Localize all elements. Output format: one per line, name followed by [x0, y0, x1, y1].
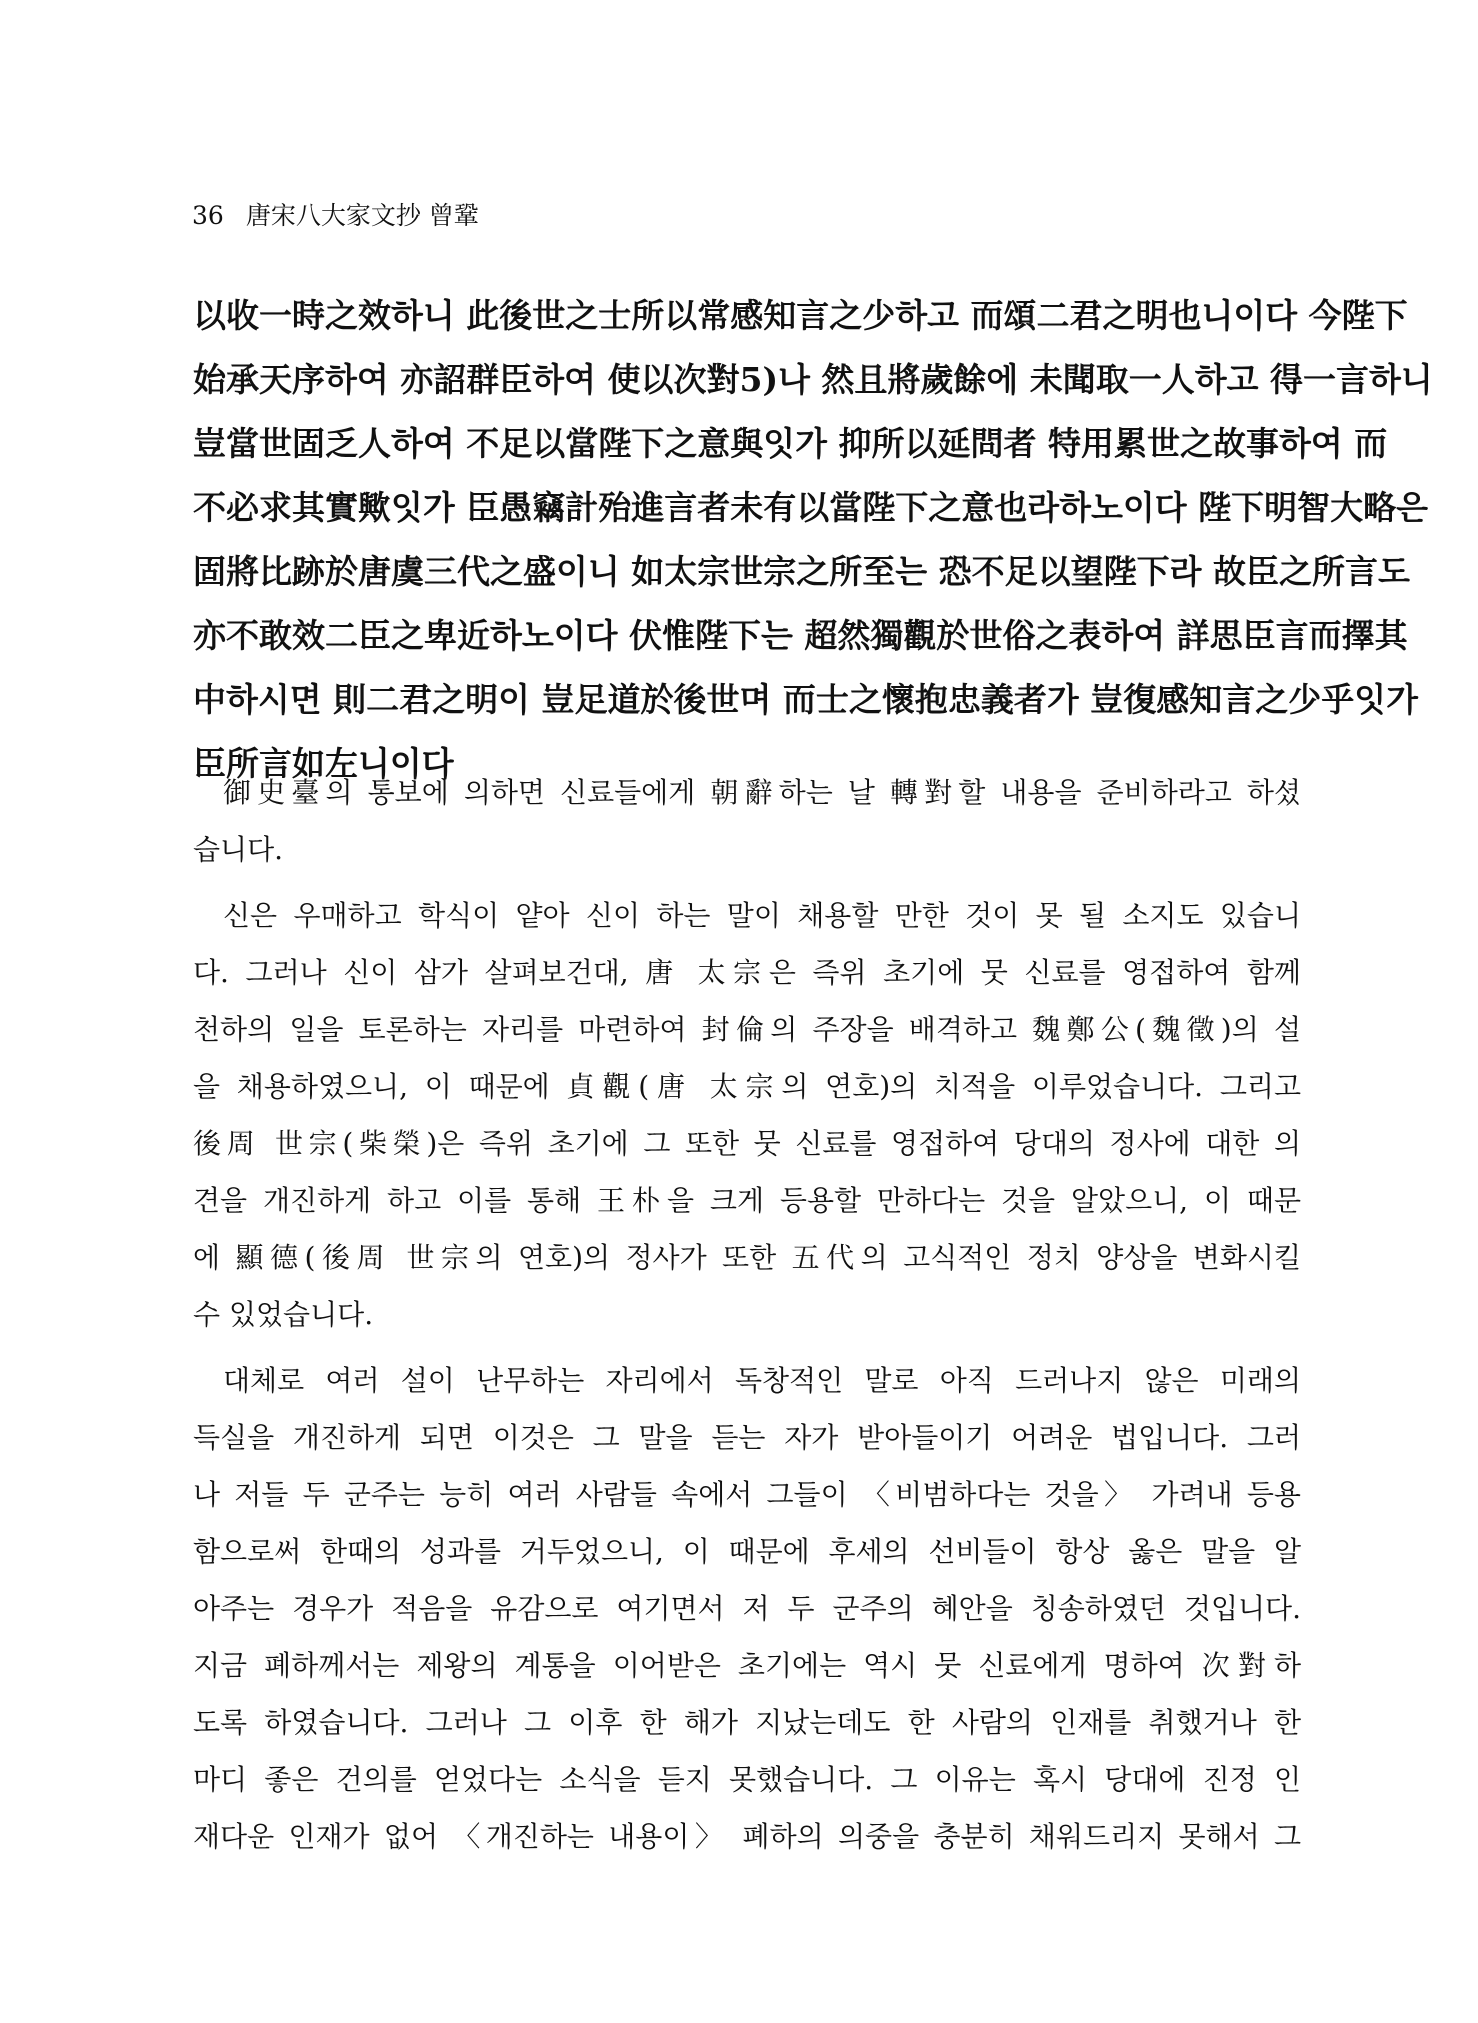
- translation-line: 천하의 일을 토론하는 자리를 마련하여 封倫의 주장을 배격하고 魏鄭公(魏徵)의 설: [193, 1013, 1301, 1046]
- classical-text-line: 固將比跡於唐虞三代之盛이니 如太宗世宗之所至는 恐不足以望陛下라 故臣之所言도: [193, 552, 1410, 591]
- translation-line: 수 있었습니다.: [193, 1298, 374, 1331]
- classical-text-block: [193, 284, 1433, 796]
- classical-text-line: 亦不敢效二臣之卑近하노이다 伏惟陛下는 超然獨觀於世俗之表하여 詳思臣言而擇其: [193, 616, 1408, 655]
- running-header: [192, 196, 479, 232]
- korean-translation-block: [193, 764, 1301, 1865]
- translation-line: 아주는 경우가 적음을 유감으로 여기면서 저 두 군주의 혜안을 칭송하였던 것입니다.: [193, 1592, 1301, 1625]
- translation-line: 마디 좋은 건의를 얻었다는 소식을 듣지 못했습니다. 그 이유는 혹시 당대에 진정 인: [193, 1763, 1301, 1796]
- classical-text-line: 中하시면 則二君之明이 豈足道於後世며 而士之懷抱忠義者가 豈復感知言之少乎잇가: [193, 680, 1418, 719]
- translation-line: 득실을 개진하게 되면 이것은 그 말을 듣는 자가 받아들이기 어려운 법입니다. 그러: [193, 1421, 1301, 1454]
- translation-line: 나 저들 두 군주는 능히 여러 사람들 속에서 그들이 〈비범하다는 것을〉 가려내 등용: [193, 1478, 1301, 1511]
- translation-paragraph: [193, 1352, 1301, 1865]
- running-title: 唐宋八大家文抄 曾鞏: [245, 201, 479, 230]
- translation-line: 대체로 여러 설이 난무하는 자리에서 독창적인 말로 아직 드러나지 않은 미래의: [223, 1364, 1301, 1397]
- translation-line: 도록 하였습니다. 그러나 그 이후 한 해가 지났는데도 한 사람의 인재를 취했거나 한: [193, 1706, 1301, 1739]
- translation-paragraph: [193, 887, 1301, 1343]
- classical-text-line: 不必求其實歟잇가 臣愚竊計殆進言者未有以當陛下之意也라하노이다 陛下明智大略은: [193, 488, 1429, 527]
- translation-line: 御史臺의 통보에 의하면 신료들에게 朝辭하는 날 轉對할 내용을 준비하라고 하셨: [223, 776, 1301, 809]
- translation-line: 을 채용하였으니, 이 때문에 貞觀(唐 太宗의 연호)의 치적을 이루었습니다. 그리고: [193, 1070, 1301, 1103]
- classical-text-line: 臣所言如左니이다: [193, 744, 454, 783]
- translation-line: 에 顯德(後周 世宗의 연호)의 정사가 또한 五代의 고식적인 정치 양상을 변화시킬: [193, 1241, 1301, 1274]
- translation-line: 後周 世宗(柴榮)은 즉위 초기에 그 또한 뭇 신료를 영접하여 당대의 정사에 대한 의: [193, 1127, 1301, 1160]
- translation-line: 지금 폐하께서는 제왕의 계통을 이어받은 초기에는 역시 뭇 신료에게 명하여 次對하: [193, 1649, 1301, 1682]
- translation-line: 신은 우매하고 학식이 얕아 신이 하는 말이 채용할 만한 것이 못 될 소지도 있습니: [223, 899, 1301, 932]
- translation-line: 습니다.: [193, 833, 284, 866]
- classical-text-line: 豈當世固乏人하여 不足以當陛下之意與잇가 抑所以延問者 特用累世之故事하여 而: [193, 424, 1388, 463]
- translation-line: 견을 개진하게 하고 이를 통해 王朴을 크게 등용할 만하다는 것을 알았으니, 이 때문: [193, 1184, 1301, 1217]
- translation-paragraph: [193, 764, 1301, 878]
- page-number: 36: [192, 201, 224, 230]
- translation-line: 함으로써 한때의 성과를 거두었으니, 이 때문에 후세의 선비들이 항상 옳은 말을 알: [193, 1535, 1301, 1568]
- classical-text-line: 以收一時之效하니 此後世之士所以常感知言之少하고 而頌二君之明也니이다 今陛下: [193, 296, 1408, 335]
- translation-line: 다. 그러나 신이 삼가 살펴보건대, 唐 太宗은 즉위 초기에 뭇 신료를 영접하여 함께: [193, 956, 1301, 989]
- classical-text-line: 始承天序하여 亦詔群臣하여 使以次對5)나 然且將歲餘에 未聞取一人하고 得一言하니: [193, 360, 1433, 399]
- translation-line: 재다운 인재가 없어 〈개진하는 내용이〉 폐하의 의중을 충분히 채워드리지 못해서 그: [193, 1820, 1301, 1853]
